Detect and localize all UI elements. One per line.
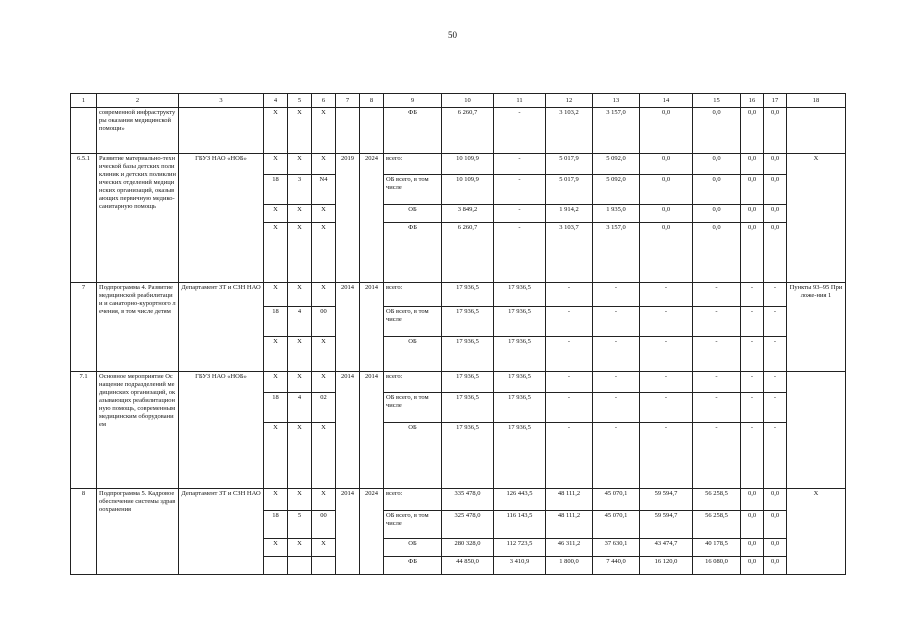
budget-table <box>70 93 846 575</box>
code-cell: Х <box>288 337 312 372</box>
code-cell: Х <box>312 539 336 557</box>
value-cell: 0,0 <box>741 108 764 154</box>
value-cell: - <box>741 283 764 307</box>
value-cell: - <box>494 175 546 205</box>
header-cell: 4 <box>264 94 288 108</box>
code-cell: Х <box>264 539 288 557</box>
code-cell: Х <box>264 108 288 154</box>
value-cell: 37 630,1 <box>593 539 640 557</box>
executor-cell: ГБУЗ НАО «НОБ» <box>179 372 264 489</box>
value-cell: - <box>593 307 640 337</box>
header-cell: 17 <box>764 94 787 108</box>
code-cell: Х <box>264 283 288 307</box>
value-cell: - <box>640 337 693 372</box>
executor-cell: ГБУЗ НАО «НОБ» <box>179 154 264 283</box>
code-cell: Х <box>312 489 336 511</box>
value-cell: - <box>593 283 640 307</box>
value-cell: - <box>741 307 764 337</box>
code-cell: Х <box>288 108 312 154</box>
value-cell: - <box>640 307 693 337</box>
value-cell: 16 120,0 <box>640 557 693 575</box>
funding-source-cell: ОБ <box>384 423 442 489</box>
code-cell <box>264 557 288 575</box>
value-cell: - <box>640 423 693 489</box>
value-cell: 0,0 <box>741 154 764 175</box>
value-cell: - <box>693 337 741 372</box>
value-cell: 17 936,5 <box>442 337 494 372</box>
value-cell: - <box>764 307 787 337</box>
code-cell: Х <box>312 108 336 154</box>
value-cell: 3 103,2 <box>546 108 593 154</box>
value-cell: 0,0 <box>693 154 741 175</box>
value-cell: 17 936,5 <box>442 307 494 337</box>
value-cell: 17 936,5 <box>494 283 546 307</box>
table-row <box>71 283 846 307</box>
value-cell: 10 109,9 <box>442 154 494 175</box>
value-cell: 40 178,5 <box>693 539 741 557</box>
value-cell: 45 070,1 <box>593 489 640 511</box>
value-cell: 5 092,0 <box>593 175 640 205</box>
code-cell: Х <box>288 423 312 489</box>
header-cell: 1 <box>71 94 97 108</box>
value-cell: 59 594,7 <box>640 511 693 539</box>
code-cell: 4 <box>288 393 312 423</box>
value-cell: 44 850,0 <box>442 557 494 575</box>
value-cell: - <box>593 393 640 423</box>
value-cell: 3 849,2 <box>442 205 494 223</box>
value-cell: 0,0 <box>741 223 764 283</box>
value-cell: - <box>640 283 693 307</box>
value-cell: 126 443,5 <box>494 489 546 511</box>
code-cell: 00 <box>312 511 336 539</box>
value-cell: - <box>741 393 764 423</box>
value-cell: 0,0 <box>693 223 741 283</box>
funding-source-cell: всего: <box>384 372 442 393</box>
value-cell: 0,0 <box>764 557 787 575</box>
code-cell: Х <box>312 337 336 372</box>
header-cell: 13 <box>593 94 640 108</box>
value-cell: 0,0 <box>640 175 693 205</box>
value-cell: 1 914,2 <box>546 205 593 223</box>
value-cell: 325 478,0 <box>442 511 494 539</box>
executor-cell: Департамент ЗТ и СЗН НАО <box>179 489 264 575</box>
code-cell: Х <box>264 205 288 223</box>
value-cell: 0,0 <box>640 108 693 154</box>
code-cell: 3 <box>288 175 312 205</box>
row-number-cell: 7 <box>71 283 97 372</box>
value-cell: 0,0 <box>693 175 741 205</box>
header-row <box>71 94 846 108</box>
code-cell: 18 <box>264 175 288 205</box>
header-cell: 12 <box>546 94 593 108</box>
value-cell: 0,0 <box>640 205 693 223</box>
value-cell: 0,0 <box>741 511 764 539</box>
end-year-cell: 2014 <box>360 372 384 489</box>
code-cell: Х <box>312 372 336 393</box>
header-cell: 9 <box>384 94 442 108</box>
value-cell: - <box>693 393 741 423</box>
code-cell: 5 <box>288 511 312 539</box>
funding-source-cell: ФБ <box>384 223 442 283</box>
value-cell: - <box>546 423 593 489</box>
end-year-cell <box>360 108 384 154</box>
value-cell: 1 800,0 <box>546 557 593 575</box>
value-cell: - <box>693 283 741 307</box>
value-cell: 0,0 <box>764 489 787 511</box>
code-cell: Х <box>264 372 288 393</box>
value-cell: - <box>741 337 764 372</box>
code-cell: 18 <box>264 393 288 423</box>
value-cell: 0,0 <box>640 223 693 283</box>
header-cell: 11 <box>494 94 546 108</box>
value-cell: - <box>494 223 546 283</box>
funding-source-cell: всего: <box>384 154 442 175</box>
value-cell: 0,0 <box>764 511 787 539</box>
value-cell: 46 311,2 <box>546 539 593 557</box>
code-cell: 00 <box>312 307 336 337</box>
measure-name-cell: Основное мероприятие Оснащение подразделений медицинских организаций, оказывающих реабилитационную помощь, современным медицинским оборудованием <box>97 372 179 489</box>
header-cell: 14 <box>640 94 693 108</box>
funding-source-cell: ОБ <box>384 539 442 557</box>
header-cell: 8 <box>360 94 384 108</box>
value-cell: - <box>546 307 593 337</box>
measure-name-cell: Подпрограмма 4. Развитие медицинской реабилитации и санаторно-курортного лечения, в том числе детям <box>97 283 179 372</box>
code-cell: Х <box>312 283 336 307</box>
code-cell: 18 <box>264 511 288 539</box>
table-body <box>71 94 846 575</box>
code-cell: Х <box>264 423 288 489</box>
value-cell: 116 143,5 <box>494 511 546 539</box>
code-cell: Х <box>288 223 312 283</box>
value-cell: 17 936,5 <box>494 337 546 372</box>
row-number-cell: 7.1 <box>71 372 97 489</box>
code-cell: Х <box>312 205 336 223</box>
table-row <box>71 489 846 511</box>
start-year-cell: 2019 <box>336 154 360 283</box>
value-cell: 56 258,5 <box>693 489 741 511</box>
value-cell: 10 109,9 <box>442 175 494 205</box>
code-cell <box>312 557 336 575</box>
value-cell: 43 474,7 <box>640 539 693 557</box>
value-cell: 5 017,9 <box>546 175 593 205</box>
header-cell: 15 <box>693 94 741 108</box>
code-cell: Х <box>264 223 288 283</box>
note-cell: Х <box>787 154 846 283</box>
value-cell: 59 594,7 <box>640 489 693 511</box>
value-cell: 16 080,0 <box>693 557 741 575</box>
value-cell: 17 936,5 <box>442 393 494 423</box>
row-number-cell <box>71 108 97 154</box>
value-cell: 56 258,5 <box>693 511 741 539</box>
start-year-cell: 2014 <box>336 372 360 489</box>
end-year-cell: 2024 <box>360 154 384 283</box>
value-cell: 0,0 <box>741 539 764 557</box>
value-cell: 6 260,7 <box>442 223 494 283</box>
code-cell: Х <box>288 539 312 557</box>
value-cell: 0,0 <box>764 108 787 154</box>
header-cell: 6 <box>312 94 336 108</box>
value-cell: - <box>494 205 546 223</box>
value-cell: - <box>593 337 640 372</box>
value-cell: 3 157,0 <box>593 223 640 283</box>
code-cell: N4 <box>312 175 336 205</box>
value-cell: 0,0 <box>764 154 787 175</box>
value-cell: 0,0 <box>693 108 741 154</box>
value-cell: 3 157,0 <box>593 108 640 154</box>
value-cell: - <box>693 423 741 489</box>
code-cell: 18 <box>264 307 288 337</box>
code-cell: Х <box>264 489 288 511</box>
funding-source-cell: ОБ всего, в том числе <box>384 307 442 337</box>
value-cell: 17 936,5 <box>494 307 546 337</box>
measure-name-cell: Развитие материально-технической базы детских поликлиник и детских поликлинических отделений медицинских организаций, оказывающих первичную медико-санитарную помощь <box>97 154 179 283</box>
value-cell: 48 111,2 <box>546 511 593 539</box>
value-cell: 335 478,0 <box>442 489 494 511</box>
funding-source-cell: ОБ всего, в том числе <box>384 511 442 539</box>
value-cell: 280 328,0 <box>442 539 494 557</box>
value-cell: - <box>764 393 787 423</box>
start-year-cell <box>336 108 360 154</box>
note-cell <box>787 372 846 489</box>
measure-name-cell: Подпрограмма 5. Кадровое обеспечение системы здравоохранения <box>97 489 179 575</box>
value-cell: - <box>741 372 764 393</box>
row-number-cell: 8 <box>71 489 97 575</box>
value-cell: - <box>764 372 787 393</box>
code-cell: Х <box>288 372 312 393</box>
header-cell: 18 <box>787 94 846 108</box>
code-cell: Х <box>264 154 288 175</box>
value-cell: 0,0 <box>764 175 787 205</box>
value-cell: 0,0 <box>764 205 787 223</box>
code-cell: Х <box>312 154 336 175</box>
value-cell: 3 103,7 <box>546 223 593 283</box>
header-cell: 3 <box>179 94 264 108</box>
funding-source-cell: всего: <box>384 283 442 307</box>
value-cell: - <box>546 283 593 307</box>
value-cell: - <box>546 337 593 372</box>
note-cell <box>787 108 846 154</box>
value-cell: - <box>546 393 593 423</box>
header-cell: 5 <box>288 94 312 108</box>
executor-cell: Департамент ЗТ и СЗН НАО <box>179 283 264 372</box>
value-cell: 5 092,0 <box>593 154 640 175</box>
code-cell: Х <box>312 423 336 489</box>
value-cell: - <box>693 307 741 337</box>
value-cell: - <box>764 423 787 489</box>
value-cell: 17 936,5 <box>494 372 546 393</box>
value-cell: - <box>593 423 640 489</box>
header-cell: 2 <box>97 94 179 108</box>
start-year-cell: 2014 <box>336 283 360 372</box>
value-cell: - <box>741 423 764 489</box>
executor-cell <box>179 108 264 154</box>
note-cell: Х <box>787 489 846 575</box>
page-number: 50 <box>448 30 457 40</box>
value-cell: - <box>764 283 787 307</box>
row-number-cell: 6.5.1 <box>71 154 97 283</box>
code-cell: 4 <box>288 307 312 337</box>
code-cell: Х <box>312 223 336 283</box>
value-cell: 17 936,5 <box>494 423 546 489</box>
value-cell: 0,0 <box>764 539 787 557</box>
funding-source-cell: ФБ <box>384 557 442 575</box>
value-cell: 3 410,9 <box>494 557 546 575</box>
value-cell: 45 070,1 <box>593 511 640 539</box>
value-cell: - <box>546 372 593 393</box>
funding-source-cell: всего: <box>384 489 442 511</box>
header-cell: 7 <box>336 94 360 108</box>
start-year-cell: 2014 <box>336 489 360 575</box>
value-cell: 0,0 <box>741 175 764 205</box>
value-cell: 5 017,9 <box>546 154 593 175</box>
funding-source-cell: ФБ <box>384 108 442 154</box>
value-cell: 0,0 <box>640 154 693 175</box>
value-cell: - <box>640 372 693 393</box>
table-row <box>71 154 846 175</box>
funding-source-cell: ОБ всего, в том числе <box>384 175 442 205</box>
end-year-cell: 2014 <box>360 283 384 372</box>
value-cell: 0,0 <box>741 489 764 511</box>
value-cell: - <box>593 372 640 393</box>
header-cell: 10 <box>442 94 494 108</box>
value-cell: 17 936,5 <box>442 283 494 307</box>
value-cell: - <box>640 393 693 423</box>
code-cell: Х <box>288 154 312 175</box>
value-cell: 0,0 <box>764 223 787 283</box>
funding-source-cell: ОБ всего, в том числе <box>384 393 442 423</box>
continuation-row <box>71 108 846 154</box>
code-cell: 02 <box>312 393 336 423</box>
value-cell: 17 936,5 <box>494 393 546 423</box>
value-cell: 0,0 <box>693 205 741 223</box>
value-cell: - <box>494 154 546 175</box>
code-cell <box>288 557 312 575</box>
code-cell: Х <box>264 337 288 372</box>
value-cell: 17 936,5 <box>442 423 494 489</box>
value-cell: - <box>693 372 741 393</box>
value-cell: 6 260,7 <box>442 108 494 154</box>
code-cell: Х <box>288 205 312 223</box>
value-cell: 1 935,0 <box>593 205 640 223</box>
value-cell: 48 111,2 <box>546 489 593 511</box>
header-cell: 16 <box>741 94 764 108</box>
end-year-cell: 2024 <box>360 489 384 575</box>
value-cell: - <box>764 337 787 372</box>
measure-name-cell: современной инфраструктуры оказания медицинской помощи» <box>97 108 179 154</box>
funding-source-cell: ОБ <box>384 205 442 223</box>
value-cell: - <box>494 108 546 154</box>
value-cell: 0,0 <box>741 205 764 223</box>
note-cell: Пункты 93–95 Приложе-ния 1 <box>787 283 846 372</box>
table-row <box>71 372 846 393</box>
value-cell: 0,0 <box>741 557 764 575</box>
value-cell: 7 440,0 <box>593 557 640 575</box>
code-cell: Х <box>288 489 312 511</box>
value-cell: 112 723,5 <box>494 539 546 557</box>
value-cell: 17 936,5 <box>442 372 494 393</box>
code-cell: Х <box>288 283 312 307</box>
funding-source-cell: ОБ <box>384 337 442 372</box>
